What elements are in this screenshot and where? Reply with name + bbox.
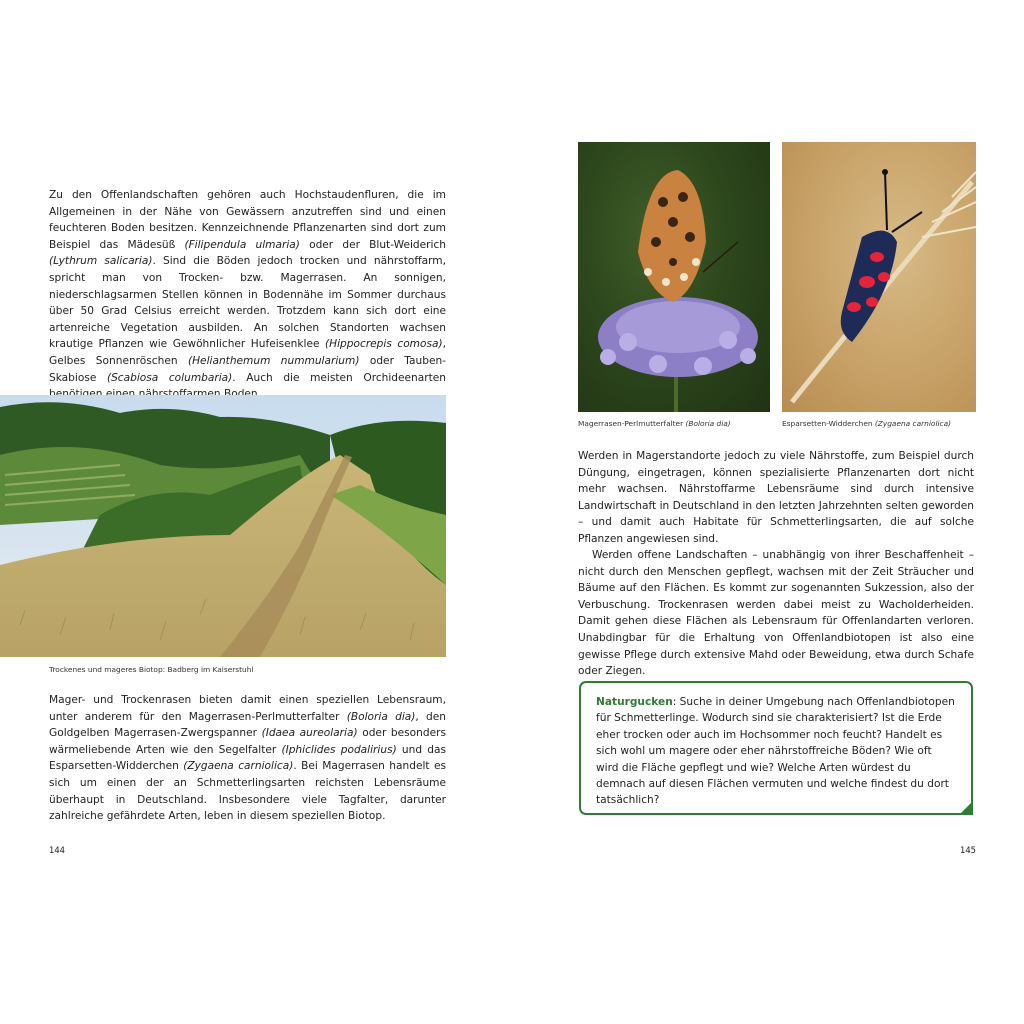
text-run: Magerrasen-Perlmutterfalter [578, 419, 686, 428]
text-run: . Bei Magerrasen handelt es sich um einen der an Schmetterlingsarten reichsten Lebensräume überhaupt in Deutschland. Insbesondere viele Tagfalter, darunter zahlreiche gefährdete Arten, leben in diesem speziellen Biotop. [49, 760, 446, 823]
left-paragraph-1 [49, 187, 446, 403]
right-paragraph-1 [578, 448, 974, 548]
burnet-caption [782, 419, 951, 428]
landscape-caption: Trockenes und mageres Biotop: Badberg im Kaiserstuhl [49, 665, 254, 674]
fritillary-photo [578, 142, 770, 412]
fritillary-caption [578, 419, 731, 428]
text-run: Werden in Magerstandorte jedoch zu viele Nährstoffe, zum Beispiel durch Düngung, eingetragen, können spezialisierte Pflanzenarten dort nicht mehr wachsen. Nährstoffarme Lebensräume sind durch intensive Landwirtschaft in Deutschland in den letzten Jahrzehnten selten geworden – und damit auch Habitate für Schmetterlingsarten, die auf solche Pflanzen angewiesen sind. [578, 450, 974, 545]
latin-name: (Zygaena carniolica) [874, 419, 952, 428]
left-paragraph-2 [49, 692, 446, 825]
latin-name: (Hippocrepis comosa) [325, 338, 443, 351]
latin-name: (Lythrum salicaria) [49, 255, 153, 268]
latin-name: (Boloria dia) [685, 419, 731, 428]
text-run: und das Esparsetten-Widderchen [49, 743, 446, 773]
text-run: Esparsetten-Widderchen [782, 419, 875, 428]
latin-name: (Filipendula ulmaria) [184, 238, 300, 251]
right-page [512, 0, 1024, 1024]
text-run: , den Goldgelben Magerrasen-Zwergspanner [49, 710, 446, 740]
naturgucken-body: : Suche in deiner Umgebung nach Offenlandbiotopen für Schmetterlinge. Wodurch sind sie charakterisiert? Ist die Erde eher trocken oder auch im Hochsommer noch feucht? Handelt es sich wohl um magere oder eher nährstoffreiche Böden? Wie oft wird die Fläche gepflegt und wie? Welche Arten würdest du demnach auf diesen Flächen vermuten und welche findest du dort tatsächlich? [596, 696, 955, 807]
right-paragraph-2 [578, 547, 974, 680]
box-corner-accent [959, 801, 973, 815]
latin-name: (Idaea aureolaria) [261, 727, 358, 740]
landscape-photo [0, 395, 446, 657]
text-run: , Gelbes Sonnenröschen [49, 338, 446, 367]
latin-name: (Zygaena carniolica) [183, 760, 294, 773]
text-run: oder besonders wärmeliebende Arten wie den Segelfalter [49, 727, 446, 756]
naturgucken-label: Naturgucken [596, 696, 673, 708]
text-run: Werden offene Landschaften – unabhängig von ihrer Beschaffenheit – nicht durch den Menschen gepflegt, wachsen mit der Zeit Sträucher und Bäume auf den Flächen. Es kommt zur sogenannten Sukzession, also der Verbuschung. Trockenrasen werden dabei meist zu Wacholderheiden. Damit gehen diese Flächen als Lebensraum für Offenlandarten verloren. Unabdingbar für die Erhaltung von Offenlandbiotopen ist also eine gewisse Pflege durch extensive Mahd oder Beweidung, etwa durch Schafe oder Ziegen. [578, 549, 974, 678]
latin-name: (Boloria dia) [346, 710, 416, 723]
naturgucken-box [579, 681, 973, 815]
burnet-photo [782, 142, 976, 412]
latin-name: (Helianthemum nummularium) [187, 354, 360, 367]
naturgucken-text [596, 694, 957, 809]
text-run: . Sind die Böden jedoch trocken und nährstoffarm, spricht man von Trocken- bzw. Magerrasen. An sonnigen, niederschlagsarmen Stellen können in Bodennähe im Sommer durchaus über 50 Grad Celsius erreicht werden. Trotzdem kann sich dort eine artenreiche Vegetation ausbilden. An solchen Standorten wachsen krautige Pflanzen wie Gewöhnlicher Hufeisenklee [49, 255, 446, 351]
text-run: oder der Blut-Weiderich [299, 238, 446, 251]
latin-name: (Scabiosa columbaria) [106, 371, 233, 384]
text-run: . Auch die meisten Orchideenarten [232, 371, 447, 384]
page-number-left: 144 [49, 845, 65, 855]
latin-name: (Iphiclides podalirius) [281, 743, 397, 756]
text-run: oder Tauben-Skabiose [49, 354, 447, 384]
text-run: Zu den Offenlandschaften gehören auch Hochstaudenfluren, die im Allgemeinen in der Nähe von Gewässern anzutreffen sind und einen feuchteren Boden besitzen. Kennzeichnende Pflanzenarten sind dort zum Beispiel das Mädesüß [49, 189, 446, 251]
page-number-right: 145 [960, 845, 976, 855]
text-run: Mager- und Trockenrasen bieten damit einen speziellen Lebensraum, unter anderem für den Magerrasen-Perlmutterfalter [49, 694, 446, 723]
